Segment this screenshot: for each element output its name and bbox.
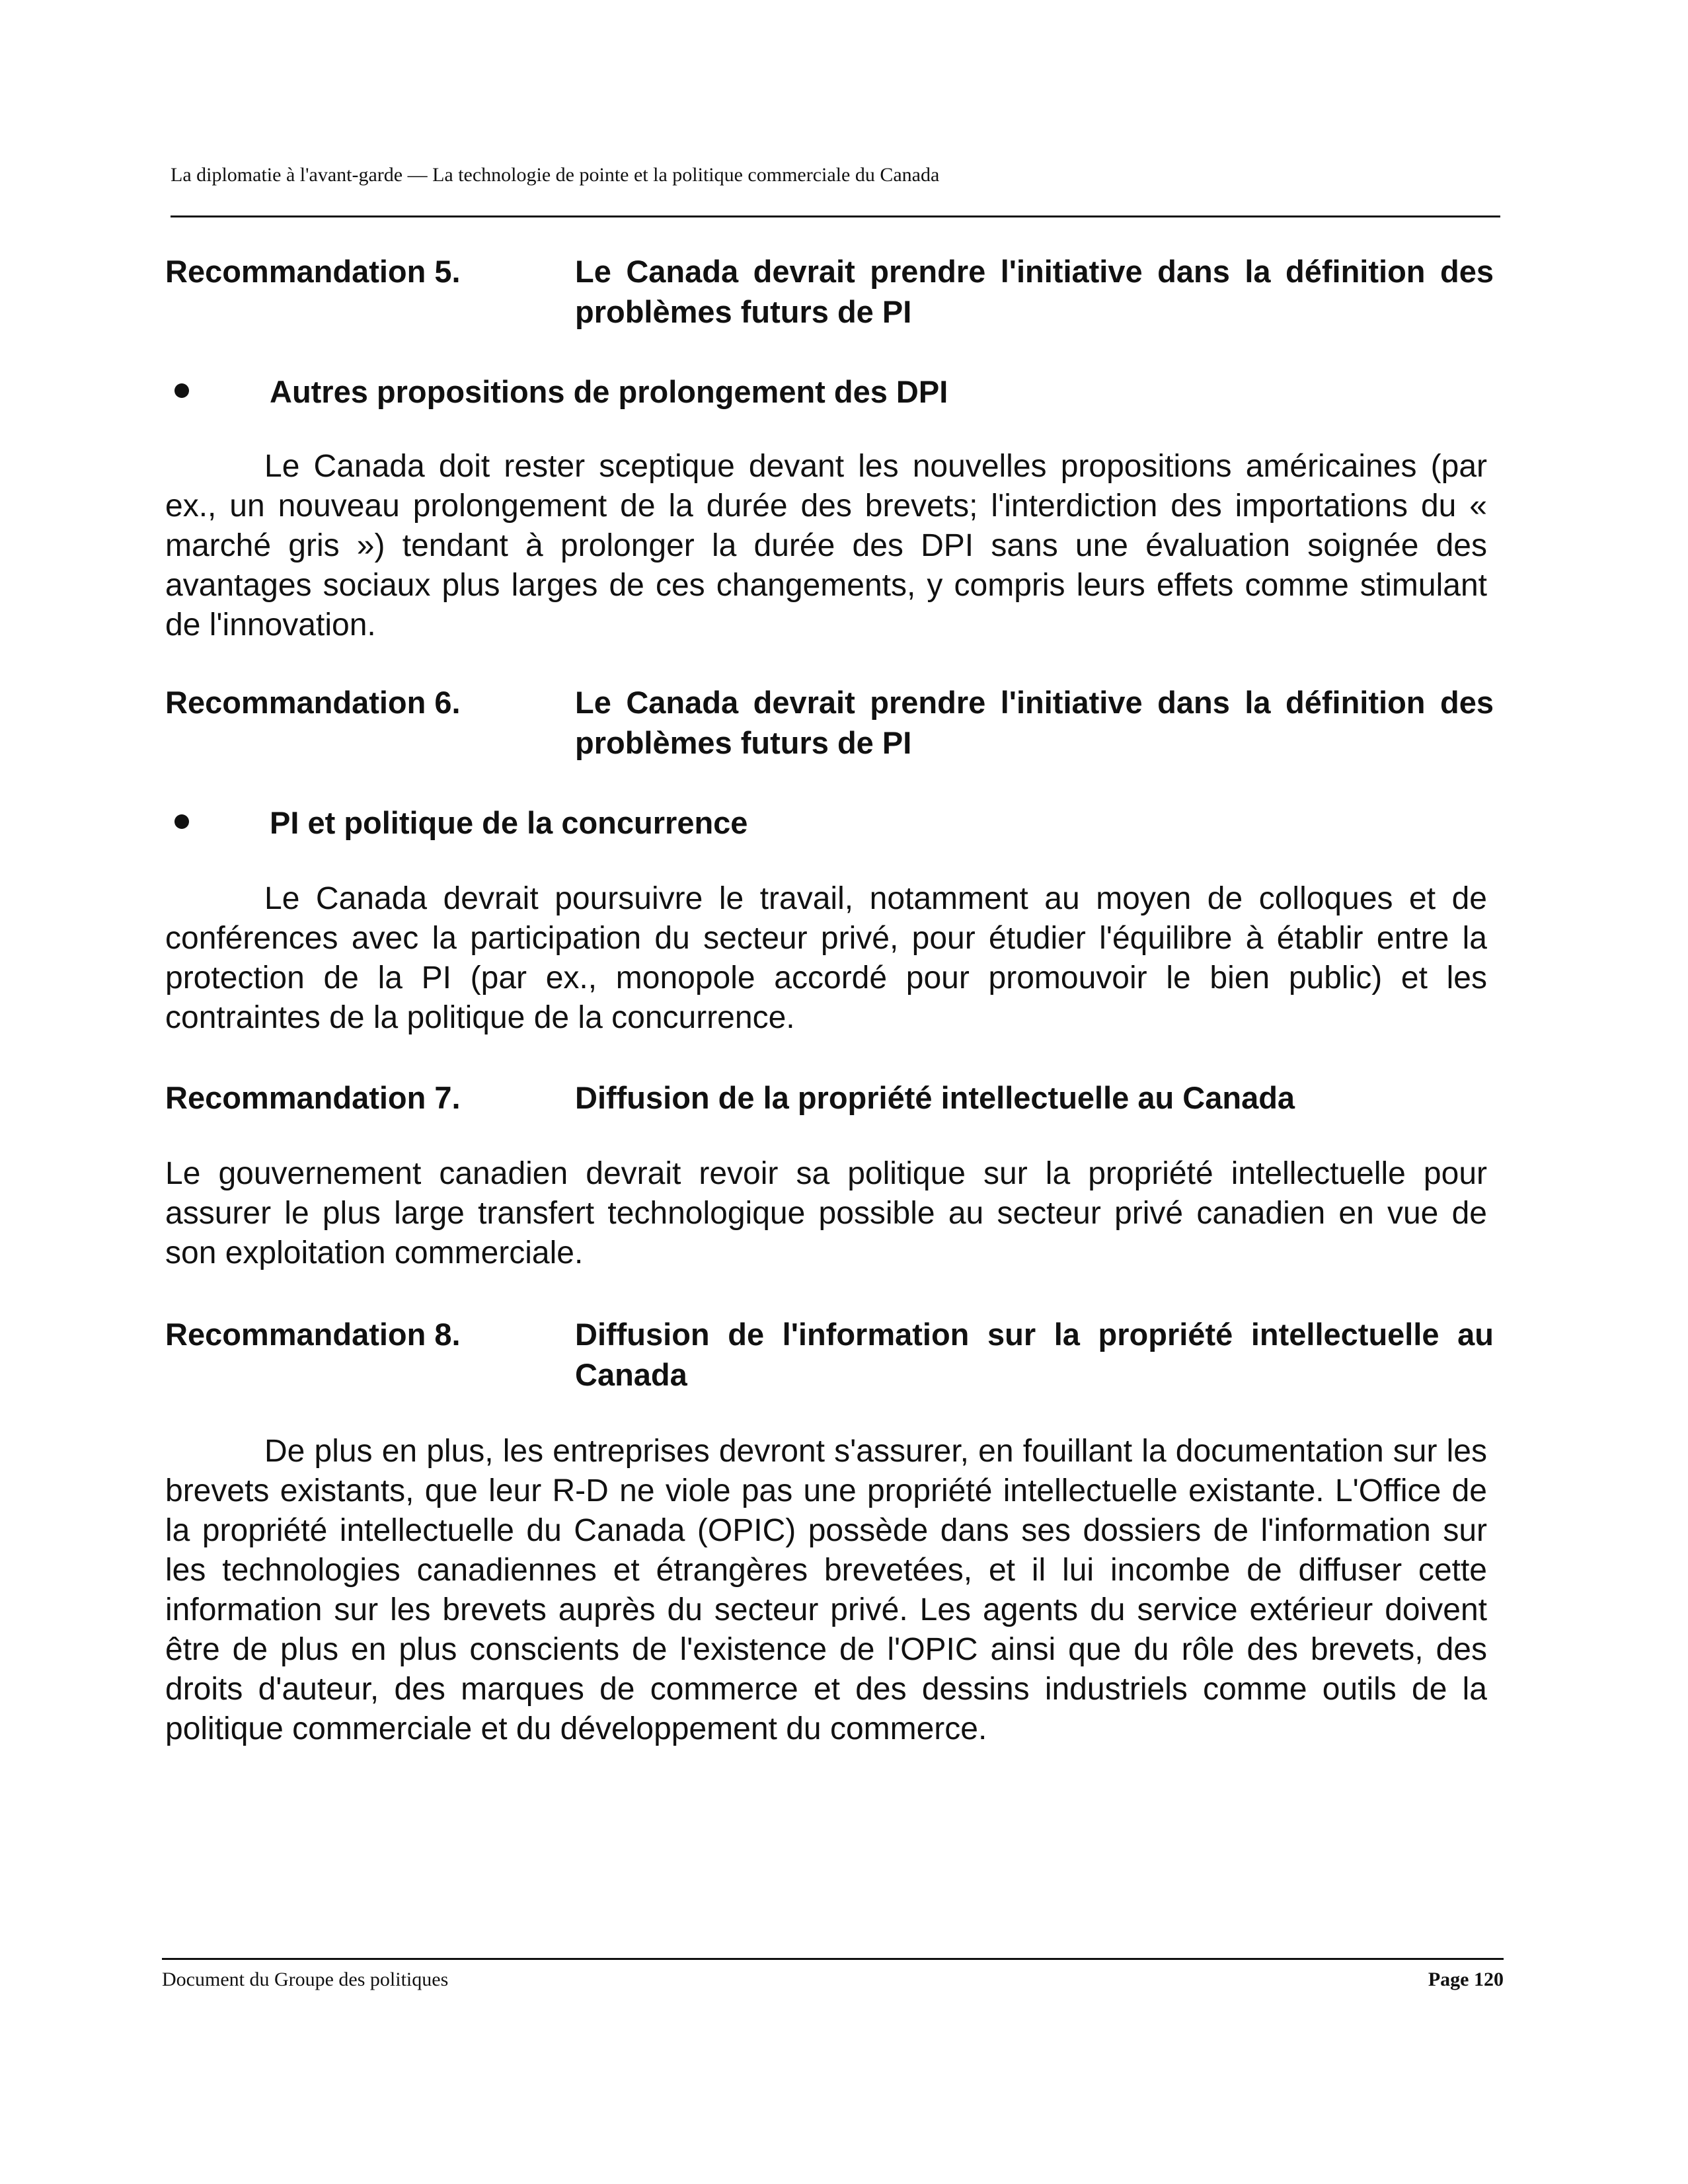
bullet-icon	[174, 383, 189, 398]
section-heading: Autres propositions de prolongement des DPI	[270, 374, 948, 409]
recommendation-title: Le Canada devrait prendre l'initiative dans la définition des problèmes futurs de PI	[575, 254, 1494, 329]
recommendation-7	[165, 1077, 1507, 1118]
bullet-icon	[174, 814, 189, 829]
recommendation-title: Diffusion de l'information sur la propriété intellectuelle au Canada	[575, 1317, 1494, 1392]
paragraph-dpi: Le Canada doit rester sceptique devant les nouvelles propositions américaines (par ex., un nouveau prolongement de la durée des brevets; l'interdiction des importations du « marché gris ») tendant à prolonger la durée des DPI sans une évaluation soignée des avantages sociaux plus larges de ces changements, y compris leurs effets comme stimulant de l'innovation.	[165, 449, 1487, 643]
recommendation-title: Le Canada devrait prendre l'initiative dans la définition des problèmes futurs de PI	[575, 685, 1494, 760]
running-header: La diplomatie à l'avant-garde — La technologie de pointe et la politique commerciale du Canada	[171, 164, 940, 186]
recommendation-5	[165, 251, 1507, 337]
bullet-heading-concurrence	[171, 802, 1492, 843]
header-rule	[171, 215, 1500, 217]
paragraph-transfert: Le gouvernement canadien devrait revoir sa politique sur la propriété intellectuelle pour assurer le plus large transfert technologique possible au secteur privé canadien en vue de son exploitation commerciale.	[165, 1156, 1487, 1270]
footer-rule	[162, 1958, 1504, 1960]
recommendation-label: Recommandation 6.	[165, 685, 461, 720]
bullet-heading-dpi	[171, 371, 1492, 412]
page-number: Page 120	[1428, 1969, 1504, 1990]
paragraph-concurrence: Le Canada devrait poursuivre le travail, notamment au moyen de colloques et de conférences avec la participation du secteur privé, pour étudier l'équilibre à établir entre la protection de la PI (par ex., monopole accordé pour promouvoir le bien public) et les contraintes de la politique de la concurrence.	[165, 881, 1487, 1035]
recommendation-6	[165, 682, 1507, 768]
paragraph-opic: De plus en plus, les entreprises devront s'assurer, en fouillant la documentation sur les brevets existants, que leur R-D ne viole pas une propriété intellectuelle existante. L'Office de la propriété intellectuelle du Canada (OPIC) possède dans ses dossiers de l'information sur les technologies canadiennes et étrangères brevetées, et il lui incombe de diffuser cette information sur les brevets auprès du secteur privé. Les agents du service extérieur doivent être de plus en plus conscients de l'existence de l'OPIC ainsi que du rôle des brevets, des droits d'auteur, des marques de commerce et des dessins industriels comme outils de la politique commerciale et du développement du commerce.	[165, 1434, 1487, 1746]
recommendation-label: Recommandation 8.	[165, 1317, 461, 1352]
recommendation-8	[165, 1314, 1507, 1400]
recommendation-title: Diffusion de la propriété intellectuelle au Canada	[575, 1080, 1295, 1115]
recommendation-label: Recommandation 7.	[165, 1080, 461, 1115]
footer-source: Document du Groupe des politiques	[162, 1969, 449, 1990]
recommendation-label: Recommandation 5.	[165, 254, 461, 289]
section-heading: PI et politique de la concurrence	[270, 805, 748, 840]
